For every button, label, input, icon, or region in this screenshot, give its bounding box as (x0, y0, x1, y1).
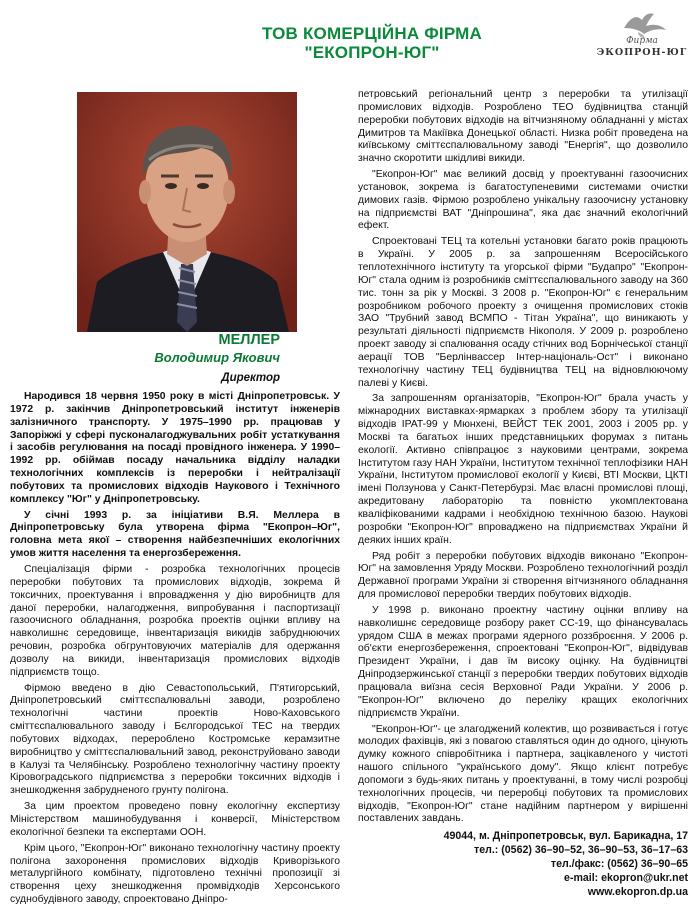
title-line-1: ТОВ КОМЕРЦІЙНА ФІРМА (261, 24, 483, 43)
right-text-column (358, 89, 688, 899)
page-title (222, 24, 522, 62)
title-line-2: "ЕКОПРОН-ЮГ" (304, 43, 440, 62)
body-paragraph: За цим проектом проведено повну екологічну експертизу Міністерством машинобудування і конверсії, Міністерством екологічної безпеки та експертами ООН. (10, 801, 340, 838)
body-paragraph: "Екопрон-Юг"- це злагоджений колектив, що розвивається і готує молодих фахівців, які з повагою ставляться один до одного, цінують думку кожного співробітника і партнера, зацікавленого у чистоті нашого спільного "українського дому". Якщо клієнт потребує допомоги з будь-яких питань у проектуванні, в тому числі розробці технологічних процесів, чи переробці побутових та промислових відходів, "Екопрон-Юг" стане надійним партнером у вирішенні поставлених завдань. (358, 723, 688, 825)
left-text-column (10, 391, 340, 910)
body-paragraph: Ряд робіт з переробки побутових відходів виконано "Екопрон-Юг" на замовлення Уряду Москви. Розроблено технологічний розділ Державної програми України зі створення вітчизняного обладнання для промислової переробки твердих побутових відходів. (358, 550, 688, 601)
portrait-photo (77, 92, 297, 332)
body-paragraph: "Екопрон-Юг" має великий досвід у проектуванні газоочисних установок, зокрема із багатоступеневими системами очистки димових газів. Фірмою розроблено унікальну газоочисну установку на підприємстві ВАТ "Дніпрошина", яка дає значний екологічний ефект. (358, 169, 688, 232)
logo-name: ЭКОПРОН-ЮГ (596, 47, 688, 58)
body-paragraph: Крім цього, "Екопрон-Юг" виконано технологічну частину проекту полігона захоронення промислових відходів Криворізького металургійного комбінату, підготовлено технічні пропозиції зі створення цеху знешкодження промвідходів Херсонського суднобудівного заводу, спроектовано Дніпро- (10, 842, 340, 906)
logo-caption: Фирма (626, 36, 658, 46)
contact-website[interactable]: www.ekopron.dp.ua (587, 886, 688, 899)
contact-phones: тел.: (0562) 36–90–52, 36–90–53, 36–17–63 (474, 844, 688, 857)
person-given-names: Володимир Якович (154, 350, 280, 365)
body-paragraph: За запрошенням організаторів, "Екопрон-Юг" брала участь у міжнародних виставках-ярмарках з проблем збору та утилізації відходів IPAT-99 у Мюнхені, ВЕЙСТ ТЕК 2001, 2003 і 2005 рр. у Москві та багатьох інших представницьких форумах з питань екології. Активно співпрацює з науковими центрами, зокрема Інститутом газу НАН України, Інститутом технічної теплофізики НАН України, Інститутом промислової екології у Києві, ВТІ Москви, ЦКТІ імені Ползунова у Санкт-Петербурзі. Має власні промислові площі, акредитовану лабораторію та повністю укомплектована кваліфікованими кадрами і необхідною технічною базою. Наукові розробки "Екопрон-Юг" впроваджено на підприємствах України й деяких інших країн. (358, 393, 688, 546)
company-logo (592, 10, 692, 62)
person-position: Директор (221, 372, 280, 384)
body-paragraph: петровський регіональний центр з переробки та утилізації промислових відходів. Розроблено ТЕО будівництва станцій переробки побутових відходів на вітчизняному обладнанні у містах Димитров та Макіївка Донецької області. Низка робіт проведена на київському сміттєспалювальному заводі "Енергія", що дозволило значно скоротити шкідливі викиди. (358, 89, 688, 165)
bio-paragraph: Народився 18 червня 1950 року в місті Дніпропетровськ. У 1972 р. закінчив Дніпропетровський інститут інженерів залізничного транспорту. У 1975–1990 рр. працював у Запоріжжі у сфері пусконалагоджувальних робіт устаткування і засобів регулювання на посаді провідного інженера. У 1990–1992 рр. обіймав посаду начальника відділу наладки технологічних комплексів із переробки і нейтралізації побутових та промислових відходів Наукового і Технічного комплексу "Юг" у Дніпропетровську. (10, 391, 340, 505)
founding-paragraph: У січні 1993 р. за ініціативи В.Я. Меллера в Дніпропетровську була утворена фірма "Екопрон–Юг", головна мета якої – створення найбезпечніших екологічних умов життя населення та енергозбереження. (10, 509, 340, 560)
contact-address: 49044, м. Дніпропетровськ, вул. Барикадна, 17 (443, 830, 688, 843)
body-paragraph: Спроектовані ТЕЦ та котельні установки багато років працюють в Україні. У 2005 р. за запрошенням Всеросійського теплотехнічного інституту та угорської фірми "Будапро" "Екопрон-Юг" стала одним із розробників сміттєспалювального заводу на 360 тис. тонн за рік у Москві. З 2008 р. "Екопрон-Юг" є генеральним розробником робочого проекту з очищення промислових стоків ЗАО "Трубний завод ВСМПО - Тітан Україна", що виникають у результаті діяльності підприємств Нікополя. У 2009 р. розроблено проект заводу зі спалювання осаду стічних вод Борнічеської станції аерації ТОВ "Берлінвассер Інтер-національ-Ост" і виконано технологічну частину ТЕЦ будівництва ТЕЦ на відновлюючому палеві у Києві. (358, 236, 688, 389)
body-paragraph: Фірмою введено в дію Севастопольський, П'ятигорський, Дніпропетровський сміттєспалювальні заводи, розроблено технологічні частини проектів Ново-Каховського сміттєспалювального заводу і Бєлгородської ТЕС на твердих побутових відходах, перероблено Костромське керамзитне виробництво у сміттєспалювальний завод, реконструйовано заводи в Калузі та Челябінську. Розроблено технологічну частину проекту Кіровоградського підприємства з переробки токсичних відходів і знешкодження забрудненого грунту полігона. (10, 682, 340, 797)
contact-fax: тел./факс: (0562) 36–90–65 (550, 858, 688, 871)
contact-email[interactable]: e-mail: ekopron@ukr.net (564, 872, 688, 885)
body-paragraph: Спеціалізація фірми - розробка технологічних процесів переробки побутових та промислових відходів, зокрема й токсичних, проектування і впровадження у дію виробництв для даної переробки, налагодження, випробування і паспортизації газоочисного обладнання, розробка проектів оцінки впливу на навколишнє середовище, інвентаризація викидів забруднюючих речовин, розробка обгрунтовуючих матеріалів для одержання дозволу на викиди, інвентаризація промислових відходів підприємств тощо. (10, 563, 340, 678)
person-surname: МЕЛЛЕР (218, 332, 280, 348)
body-paragraph: У 1998 р. виконано проектну частину оцінки впливу на навколишнє середовище розбору ракет СС-19, що фінансувалась урядом США в межах програми ядерного роззброєння. У 2006 р. об'єкти енергозбереження, спроектовані "Екопрон-Юг", відвідував Президент України, і дав їм високу оцінку. На будівництві Дніпродзержинської станції з переробки твердих побутових відходів працювала виїзна сесія Верховної Ради України. У 2006 р. "Екопрон-Юг" включено до переліку кращих екологічних підприємств України. (358, 604, 688, 719)
contact-block (358, 829, 688, 899)
portrait-image (77, 92, 297, 332)
